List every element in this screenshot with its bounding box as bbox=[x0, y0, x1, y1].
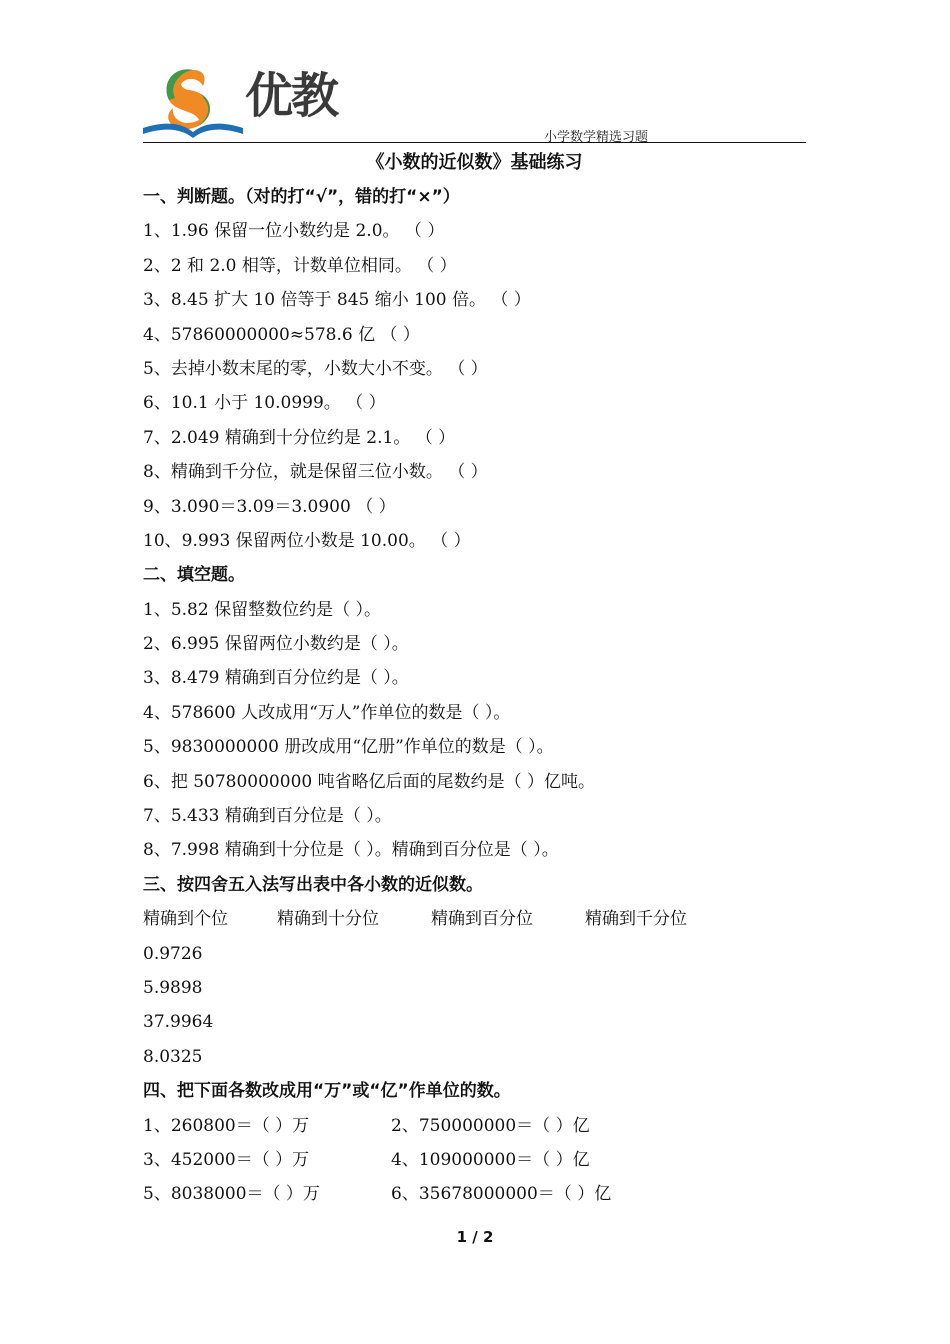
section3-number-3: 37.9964 bbox=[143, 1012, 214, 1033]
section2-item-8: 8、7.998 精确到十分位是（ ）。精确到百分位是（ ）。 bbox=[143, 840, 559, 861]
section2-item-4: 4、578600 人改成用“万人”作单位的数是（ ）。 bbox=[143, 702, 511, 723]
book-swirl-logo-icon bbox=[143, 62, 243, 138]
section2-item-6: 6、把 50780000000 吨省略亿后面的尾数约是（ ）亿吨。 bbox=[143, 771, 596, 792]
section1-item-6: 6、10.1 小于 10.0999。 （ ） bbox=[143, 393, 386, 414]
section4-item-3: 3、452000＝（ ）万 bbox=[143, 1149, 310, 1170]
section4-item-4: 4、109000000＝（ ）亿 bbox=[391, 1149, 590, 1170]
section4-item-5: 5、8038000＝（ ）万 bbox=[143, 1184, 320, 1205]
section3-number-4: 8.0325 bbox=[143, 1046, 203, 1067]
col-header-ones: 精确到个位 bbox=[143, 909, 228, 930]
section3-number-2: 5.9898 bbox=[143, 977, 203, 998]
section1-item-7: 7、2.049 精确到十分位约是 2.1。 （ ） bbox=[143, 427, 456, 448]
header-subtitle: 小学数学精选习题 bbox=[543, 130, 648, 145]
section1-item-8: 8、精确到千分位，就是保留三位小数。 （ ） bbox=[143, 462, 488, 483]
section1-item-9: 9、3.090＝3.09＝3.0900 （ ） bbox=[143, 496, 396, 517]
section2-item-1: 1、5.82 保留整数位约是（ ）。 bbox=[143, 599, 381, 620]
brand-name: 优教 bbox=[245, 68, 338, 124]
section2-item-3: 3、8.479 精确到百分位约是（ ）。 bbox=[143, 668, 409, 689]
section1-heading: 一、判断题。（对的打“√”，错的打“×”） bbox=[143, 187, 460, 207]
section4-row-2 bbox=[143, 1143, 806, 1177]
section4-item-6: 6、35678000000＝（ ）亿 bbox=[391, 1184, 612, 1205]
section1-item-4: 4、57860000000≈578.6 亿 （ ） bbox=[143, 324, 420, 345]
col-header-tenths: 精确到十分位 bbox=[277, 909, 379, 930]
section4-heading: 四、把下面各数改成用“万”或“亿”作单位的数。 bbox=[143, 1081, 511, 1102]
section2-item-2: 2、6.995 保留两位小数约是（ ）。 bbox=[143, 634, 409, 655]
col-header-thousandths: 精确到千分位 bbox=[585, 909, 687, 930]
section1-item-1: 1、1.96 保留一位小数约是 2.0。 （ ） bbox=[143, 221, 445, 242]
page-number: 1 / 2 bbox=[456, 1228, 494, 1246]
page-title: 《小数的近似数》基础练习 bbox=[366, 152, 583, 173]
section2-heading: 二、填空题。 bbox=[143, 565, 245, 586]
section3-number-1: 0.9726 bbox=[143, 943, 203, 964]
section4-item-2: 2、750000000＝（ ）亿 bbox=[391, 1115, 590, 1136]
section1-item-2: 2、2 和 2.0 相等，计数单位相同。 （ ） bbox=[143, 255, 457, 276]
worksheet-body bbox=[143, 146, 806, 1212]
section4-row-3 bbox=[143, 1177, 806, 1211]
section3-heading: 三、按四舍五入法写出表中各小数的近似数。 bbox=[143, 874, 483, 895]
page-header bbox=[143, 62, 806, 144]
brand-logo bbox=[143, 62, 353, 138]
section2-item-7: 7、5.433 精确到百分位是（ ）。 bbox=[143, 806, 392, 827]
section4-item-1: 1、260800＝（ ）万 bbox=[143, 1115, 310, 1136]
header-divider bbox=[143, 142, 806, 143]
section1-item-3: 3、8.45 扩大 10 倍等于 845 缩小 100 倍。 （ ） bbox=[143, 290, 531, 311]
section3-column-headers bbox=[143, 902, 806, 936]
section1-item-10: 10、9.993 保留两位小数是 10.00。 （ ） bbox=[143, 530, 471, 551]
section1-item-5: 5、去掉小数末尾的零，小数大小不变。 （ ） bbox=[143, 358, 488, 379]
section4-row-1 bbox=[143, 1109, 806, 1143]
col-header-hundredths: 精确到百分位 bbox=[431, 909, 533, 930]
section2-item-5: 5、9830000000 册改成用“亿册”作单位的数是（ ）。 bbox=[143, 737, 554, 758]
